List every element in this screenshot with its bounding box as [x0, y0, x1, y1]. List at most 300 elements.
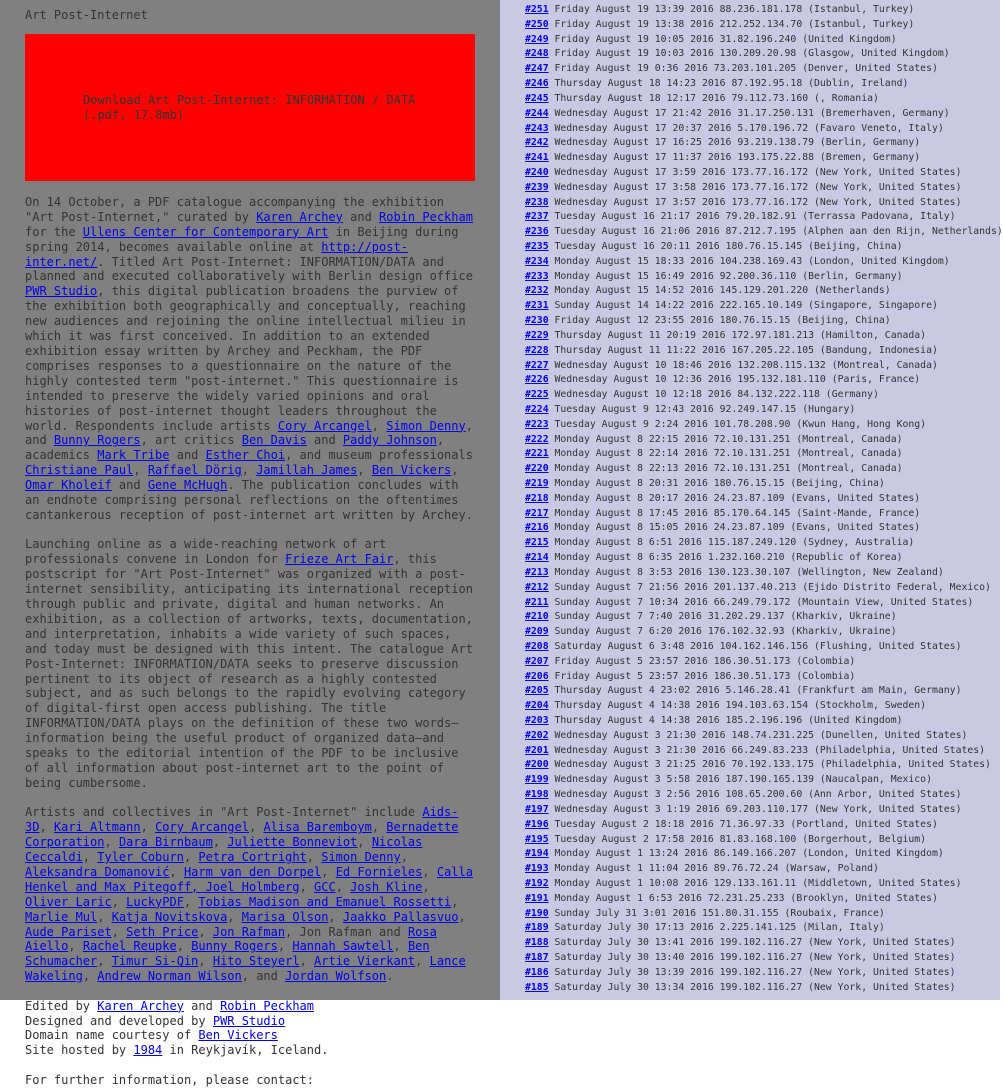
- visit-number-link[interactable]: #212: [525, 581, 549, 593]
- text-link[interactable]: Lance Wakeling: [25, 954, 466, 984]
- text-link[interactable]: Jon Rafman: [212, 924, 286, 939]
- text-run: ,: [198, 954, 213, 969]
- visit-number-link[interactable]: #199: [525, 774, 549, 786]
- text-link[interactable]: http://post-inter.net/: [25, 239, 408, 269]
- visit-entry: [525, 610, 1003, 625]
- text-link[interactable]: Aude Pariset: [25, 924, 112, 939]
- visit-entry: [525, 551, 1003, 566]
- visit-details: Saturday July 30 17:13 2016 2.225.141.125 (Milan, Italy): [548, 922, 885, 934]
- visit-number-link[interactable]: #215: [525, 537, 549, 549]
- text-link[interactable]: 1984: [133, 1043, 163, 1058]
- text-link[interactable]: Josh Kline: [350, 879, 423, 894]
- text-link[interactable]: Tobias Madison and Emanuel Rossetti: [198, 894, 452, 909]
- visit-details: Monday August 15 16:49 2016 92.200.36.110 (Berlin, Germany): [548, 270, 903, 282]
- visit-entry: [525, 936, 1003, 951]
- text-link[interactable]: Simon Denny: [386, 418, 466, 433]
- visit-number-link[interactable]: #217: [525, 507, 549, 519]
- visit-details: Monday August 8 17:45 2016 85.170.64.145 (Saint-Mande, France): [548, 507, 921, 519]
- download-label-size[interactable]: (.pdf, 17.8mb): [83, 107, 185, 122]
- postscript-paragraph: [25, 537, 480, 790]
- visit-number-link[interactable]: #196: [525, 818, 549, 830]
- visit-number-link[interactable]: #220: [525, 463, 549, 475]
- visit-entry: [525, 255, 1003, 270]
- text-link[interactable]: Ben Davis: [241, 433, 307, 448]
- text-link[interactable]: Ben Vickers: [198, 1028, 278, 1043]
- visit-details: Friday August 5 23:57 2016 186.30.51.173 (Colombia): [548, 655, 856, 667]
- visit-number-link[interactable]: #194: [525, 848, 549, 860]
- visit-details: Wednesday August 17 11:37 2016 193.175.22.88 (Bremen, Germany): [548, 152, 921, 164]
- text-run: ,: [176, 939, 192, 954]
- visit-number-link[interactable]: #225: [525, 389, 549, 401]
- visit-entry: [525, 329, 1003, 344]
- visit-number-link[interactable]: #240: [525, 166, 549, 178]
- visit-details: Friday August 12 23:55 2016 180.76.15.15 (Beijing, China): [548, 315, 891, 327]
- visit-entry: [525, 270, 1003, 285]
- text-link[interactable]: Calla Henkel and Max Pitegoff, Joel Holmberg: [25, 864, 473, 894]
- visit-number-link[interactable]: #228: [525, 344, 549, 356]
- visit-details: Monday August 1 6:53 2016 72.231.25.233 (Brooklyn, United States): [548, 892, 938, 904]
- visit-number-link[interactable]: #222: [525, 433, 549, 445]
- text-run: , Jon Rafman and: [285, 924, 408, 939]
- text-run: , and: [241, 969, 286, 984]
- text-link[interactable]: Ed Fornieles: [335, 864, 423, 879]
- text-link[interactable]: Ben Vickers: [371, 463, 452, 478]
- visit-entry: [525, 151, 1003, 166]
- text-link[interactable]: GCC: [314, 879, 336, 894]
- visit-entry: [525, 773, 1003, 788]
- visit-entry: [525, 847, 1003, 862]
- visit-entry: [525, 359, 1003, 374]
- visit-entry: [525, 877, 1003, 892]
- download-button[interactable]: [25, 34, 475, 181]
- text-link[interactable]: Simon Denny: [321, 849, 401, 864]
- text-run: ,: [111, 894, 127, 909]
- text-run: ,: [82, 849, 98, 864]
- text-run: , and: [25, 418, 473, 448]
- visit-details: Sunday August 7 7:40 2016 31.202.29.137 (Kharkiv, Ukraine): [548, 611, 897, 623]
- text-link[interactable]: Ullens Center for Contemporary Art: [82, 224, 329, 239]
- download-label[interactable]: [83, 93, 415, 123]
- text-link[interactable]: Frieze Art Fair: [285, 552, 394, 567]
- text-link[interactable]: Dara Birnbaum: [118, 835, 213, 850]
- text-link[interactable]: Omar Kholeif: [25, 478, 112, 493]
- text-link[interactable]: Katja Novitskova: [111, 909, 228, 924]
- visit-number-link[interactable]: #210: [525, 611, 549, 623]
- visit-details: Wednesday August 17 3:58 2016 173.77.16.172 (New York, United States): [548, 181, 962, 193]
- visit-entry: [525, 240, 1003, 255]
- text-link[interactable]: Rachel Reupke: [82, 939, 177, 954]
- text-run: ,: [357, 463, 372, 478]
- text-link[interactable]: Bunny Rogers: [191, 939, 278, 954]
- visit-number-link[interactable]: #237: [525, 211, 549, 223]
- visit-entry: [525, 373, 1003, 388]
- text-run: and: [111, 478, 148, 493]
- visit-entry: [525, 492, 1003, 507]
- visit-entry: [525, 314, 1003, 329]
- visit-entry: [525, 714, 1003, 729]
- visit-number-link[interactable]: #232: [525, 285, 549, 297]
- visit-details: Wednesday August 17 3:59 2016 173.77.16.172 (New York, United States): [548, 166, 962, 178]
- text-link[interactable]: Robin Peckham: [220, 998, 314, 1013]
- text-link[interactable]: Raffael Dörig: [147, 463, 242, 478]
- visit-entry: [525, 181, 1003, 196]
- visit-number-link[interactable]: #241: [525, 152, 549, 164]
- download-label-title[interactable]: Download Art Post-Internet: INFORMATION / DATA: [83, 92, 416, 107]
- visit-entry: [525, 388, 1003, 403]
- text-link[interactable]: PWR Studio: [212, 1013, 286, 1028]
- text-run: ,: [241, 463, 257, 478]
- text-link[interactable]: Mark Tribe: [97, 448, 170, 463]
- visit-entry: [525, 521, 1003, 536]
- text-run: , this digital publication broadens the purview of the exhibition both geographically and conceptually, reaching new audiences and rejoining the online intellectual milieu in which it was first conceived. In addition to an extended exhibition essay written by Archey and Peckham, the PDF comprises responses to a questionnaire on the nature of the highly contested term "post-internet." This questionnaire is intended to preserve the widely varied opinions and oral histories of post-internet thought leaders throughout the world. Respondents include artists: [25, 284, 466, 433]
- visit-details: Friday August 19 13:39 2016 88.236.181.178 (Istanbul, Turkey): [548, 4, 915, 15]
- visit-number-link[interactable]: #242: [525, 137, 549, 149]
- visit-number-link[interactable]: #238: [525, 196, 549, 208]
- text-run: Site hosted by: [25, 1043, 134, 1058]
- visit-number-link[interactable]: #207: [525, 655, 549, 667]
- text-link[interactable]: Nicolas Ceccaldi: [25, 835, 423, 864]
- visit-entry: [525, 640, 1003, 655]
- visit-entry: [525, 892, 1003, 907]
- visit-details: Thursday August 18 14:23 2016 87.192.95.18 (Dublin, Ireland): [548, 78, 909, 90]
- credit-line: [25, 1043, 480, 1058]
- visit-entry: [525, 92, 1003, 107]
- visit-number-link[interactable]: #202: [525, 729, 549, 741]
- visit-details: Monday August 1 10:08 2016 129.133.161.11 (Middletown, United States): [548, 877, 962, 889]
- visit-details: Sunday August 7 21:56 2016 201.137.40.213 (Ejido Distrito Federal, Mexico): [548, 581, 991, 593]
- text-run: ,: [82, 969, 98, 984]
- visit-details: Tuesday August 9 2:24 2016 101.78.208.90 (Kwun Hang, Hong Kong): [548, 418, 927, 430]
- visit-details: Wednesday August 3 21:25 2016 70.192.133.175 (Philadelphia, United States): [548, 759, 991, 771]
- visit-number-link[interactable]: #223: [525, 418, 549, 430]
- info-content: [25, 8, 480, 1088]
- visit-log: [525, 3, 1003, 995]
- text-link[interactable]: Kari Altmann: [53, 820, 141, 835]
- visit-entry: [525, 210, 1003, 225]
- text-run: ,: [212, 835, 228, 850]
- visit-entry: [525, 699, 1003, 714]
- text-link[interactable]: Esther Choi: [205, 448, 286, 463]
- visit-entry: [525, 403, 1003, 418]
- text-run: Domain name courtesy of: [25, 1028, 199, 1043]
- visit-number-link[interactable]: #230: [525, 315, 549, 327]
- text-link[interactable]: Tyler Coburn: [97, 849, 184, 864]
- visit-details: Tuesday August 2 17:58 2016 81.83.168.100 (Borgerhout, Belgium): [548, 833, 927, 845]
- visit-details: Wednesday August 3 2:56 2016 108.65.200.60 (Ann Arbor, United States): [548, 789, 962, 801]
- credits: [25, 999, 480, 1059]
- text-link[interactable]: Alisa Baremboym: [263, 820, 372, 835]
- text-run: ,: [371, 820, 387, 835]
- text-run: , art critics: [140, 433, 242, 448]
- text-link[interactable]: Hannah Sawtell: [292, 939, 394, 954]
- visit-number-link[interactable]: #195: [525, 833, 549, 845]
- text-link[interactable]: Oliver Laric: [25, 894, 112, 909]
- text-link[interactable]: Marlie Mul: [25, 909, 98, 924]
- text-link[interactable]: Ben Schumacher: [25, 939, 430, 969]
- text-run: ,: [400, 849, 408, 864]
- visit-number-link[interactable]: #203: [525, 715, 549, 726]
- visit-number-link[interactable]: #208: [525, 640, 549, 652]
- text-run: and: [342, 209, 380, 224]
- visit-details: Monday August 8 15:05 2016 24.23.87.109 (Evans, United States): [548, 522, 921, 534]
- text-link[interactable]: Bunny Rogers: [53, 433, 141, 448]
- visit-number-link[interactable]: #231: [525, 300, 549, 312]
- visit-number-link[interactable]: #190: [525, 907, 549, 919]
- visit-details: Thursday August 4 23:02 2016 5.146.28.41 (Frankfurt am Main, Germany): [548, 685, 962, 697]
- visit-details: Monday August 1 13:24 2016 86.149.166.207 (London, United Kingdom): [548, 848, 944, 860]
- text-run: ,: [458, 909, 466, 924]
- visit-number-link[interactable]: #243: [525, 122, 549, 134]
- visit-details: Tuesday August 16 21:17 2016 79.20.182.91 (Terrassa Padovana, Italy): [548, 211, 956, 223]
- text-link[interactable]: Karen Archey: [256, 209, 343, 224]
- visit-number-link[interactable]: #188: [525, 937, 549, 949]
- text-link[interactable]: Aleksandra Domanović: [25, 864, 170, 879]
- visit-details: Wednesday August 3 5:58 2016 187.190.165.139 (Naucalpan, Mexico): [548, 774, 932, 786]
- visit-number-link[interactable]: #233: [525, 270, 549, 282]
- visit-details: Monday August 15 14:52 2016 145.129.201.220 (Netherlands): [548, 285, 891, 297]
- visit-entry: [525, 729, 1003, 744]
- visit-details: Thursday August 4 14:38 2016 185.2.196.196 (United Kingdom): [548, 715, 903, 726]
- visit-number-link[interactable]: #249: [525, 33, 549, 45]
- visit-number-link[interactable]: #236: [525, 226, 549, 238]
- visit-entry: [525, 907, 1003, 922]
- visit-number-link[interactable]: #193: [525, 863, 549, 875]
- text-run: ,: [357, 835, 372, 850]
- visit-details: Wednesday August 10 12:36 2016 195.132.181.110 (Paris, France): [548, 374, 921, 386]
- visit-details: Saturday July 30 13:39 2016 199.102.116.27 (New York, United States): [548, 966, 956, 978]
- text-link[interactable]: Marisa Olson: [241, 909, 329, 924]
- visit-entry: [525, 344, 1003, 359]
- text-run: ,: [299, 879, 314, 894]
- text-run: for the: [25, 224, 83, 239]
- visit-details: Wednesday August 10 18:46 2016 132.208.115.132 (Montreal, Canada): [548, 359, 938, 371]
- visit-entry: [525, 981, 1003, 996]
- visit-number-link[interactable]: #198: [525, 789, 549, 801]
- text-link[interactable]: Andrew Norman Wilson: [97, 969, 242, 984]
- visit-entry: [525, 418, 1003, 433]
- text-run: Artists and collectives in "Art Post-Internet" include: [25, 805, 423, 820]
- visit-number-link[interactable]: #221: [525, 448, 549, 460]
- visit-entry: [525, 122, 1003, 137]
- visit-details: Thursday August 4 14:38 2016 194.103.63.154 (Stockholm, Sweden): [548, 700, 927, 712]
- visit-entry: [525, 447, 1003, 462]
- visit-details: Wednesday August 3 21:30 2016 148.74.231.225 (Dunellen, United States): [548, 729, 968, 741]
- visit-number-link[interactable]: #234: [525, 255, 549, 267]
- visit-details: Friday August 19 13:38 2016 212.252.134.70 (Istanbul, Turkey): [548, 18, 915, 30]
- text-run: ,: [198, 924, 213, 939]
- visit-entry: [525, 951, 1003, 966]
- text-run: ,: [183, 849, 199, 864]
- visit-entry: [525, 433, 1003, 448]
- visit-details: Wednesday August 3 1:19 2016 69.203.110.177 (New York, United States): [548, 803, 962, 815]
- contact-line: For further information, please contact:: [25, 1072, 314, 1087]
- visit-entry: [525, 803, 1003, 818]
- text-link[interactable]: PWR Studio: [25, 284, 98, 299]
- visit-details: Friday August 19 10:05 2016 31.82.196.240 (United Kingdom): [548, 33, 897, 45]
- visit-number-link[interactable]: #227: [525, 359, 549, 371]
- visit-details: Monday August 8 6:51 2016 115.187.249.120 (Sydney, Australia): [548, 537, 915, 549]
- text-run: ,: [371, 418, 387, 433]
- text-run: , academics: [25, 433, 445, 463]
- text-run: . Titled Art Post-Internet: INFORMATION/DATA and planned and executed collaboratively with Berlin design office: [25, 254, 473, 284]
- text-run: and: [183, 998, 221, 1013]
- visit-number-link[interactable]: #239: [525, 181, 549, 193]
- text-link[interactable]: Robin Peckham: [379, 209, 473, 224]
- text-link[interactable]: Jamillah James: [256, 463, 358, 478]
- visit-details: Thursday August 11 11:22 2016 167.205.22.105 (Bandung, Indonesia): [548, 344, 938, 356]
- text-link[interactable]: Karen Archey: [97, 998, 184, 1013]
- visit-details: Saturday July 30 13:41 2016 199.102.116.27 (New York, United States): [548, 937, 956, 949]
- visit-entry: [525, 47, 1003, 62]
- visit-number-link[interactable]: #201: [525, 744, 549, 756]
- visit-number-link[interactable]: #206: [525, 670, 549, 682]
- text-run: ,: [111, 924, 127, 939]
- text-run: ,: [277, 939, 293, 954]
- visit-number-link[interactable]: #186: [525, 966, 549, 978]
- visit-entry: [525, 655, 1003, 670]
- text-link[interactable]: Gene McHugh: [147, 478, 228, 493]
- visit-number-link[interactable]: #204: [525, 700, 549, 712]
- visit-number-link[interactable]: #189: [525, 922, 549, 934]
- text-run: Designed and developed by: [25, 1013, 213, 1028]
- visit-entry: [525, 818, 1003, 833]
- visit-number-link[interactable]: #229: [525, 329, 549, 341]
- visit-number-link[interactable]: #245: [525, 92, 549, 104]
- visit-entry: [525, 62, 1003, 77]
- visit-details: Sunday August 7 6:20 2016 176.102.32.93 (Kharkiv, Ukraine): [548, 626, 897, 638]
- visit-number-link[interactable]: #246: [525, 78, 549, 90]
- visit-details: Tuesday August 9 12:43 2016 92.249.147.15 (Hungary): [548, 403, 856, 415]
- visit-number-link[interactable]: #248: [525, 48, 549, 60]
- visit-entry: [525, 670, 1003, 685]
- visit-entry: [525, 477, 1003, 492]
- text-run: Launching online as a wide-reaching network of art professionals convene in London for: [25, 537, 387, 567]
- visit-details: Wednesday August 17 3:57 2016 173.77.16.172 (New York, United States): [548, 196, 962, 208]
- visit-entry: [525, 18, 1003, 33]
- text-run: ,: [39, 820, 54, 835]
- text-run: , and museum professionals: [285, 448, 473, 463]
- visit-number-link[interactable]: #191: [525, 892, 549, 904]
- visit-details: Wednesday August 17 20:37 2016 5.170.196.72 (Favaro Veneto, Italy): [548, 122, 944, 134]
- text-link[interactable]: Aids-3D: [25, 805, 459, 835]
- text-link[interactable]: Hito Steyerl: [212, 954, 300, 969]
- text-run: ,: [335, 879, 351, 894]
- text-run: . The publication concludes with an endnote comprising personal reflections on the oftentimes cantankerous reception of post-internet art written by Archey.: [25, 478, 473, 522]
- visit-number-link[interactable]: #211: [525, 596, 549, 608]
- visit-details: Friday August 19 10:03 2016 130.209.20.98 (Glasgow, United Kingdom): [548, 48, 950, 60]
- text-run: ,: [306, 849, 322, 864]
- text-run: ,: [299, 954, 315, 969]
- visit-entry: [525, 536, 1003, 551]
- visit-entry: [525, 581, 1003, 596]
- visit-number-link[interactable]: #235: [525, 241, 549, 252]
- visit-details: Monday August 8 6:35 2016 1.232.160.210 (Republic of Korea): [548, 552, 903, 564]
- visit-number-link[interactable]: #251: [525, 4, 549, 15]
- visit-details: Monday August 1 11:04 2016 89.76.72.24 (Warsaw, Poland): [548, 863, 879, 875]
- visit-number-link[interactable]: #224: [525, 403, 549, 415]
- text-link[interactable]: Paddy Johnson: [342, 433, 437, 448]
- text-run: , this postscript for "Art Post-Internet" was organized with a post-internet sensibility, anticipating its international reception through public and private, digital and human networks. An exhibition, as a collection of artworks, texts, documentation, and interpretation, inhabits a wide variety of such spaces, and today must be designed with this intent. The catalogue Art Post-Internet: INFORMATION/DATA seeks to preserve discussion pertinent to its object of research as a highly contested subject, and as such belongs to the rapidly evolving category of digital-first open access publishing. The title INFORMATION/DATA plays on the definition of these two words—information being the useful product of organized data—and speaks to the editorial intention of the PDF to be inclusive of all information about post-internet art to the point of being cumbersome.: [25, 552, 473, 790]
- text-link[interactable]: Cory Arcangel: [277, 418, 372, 433]
- text-link[interactable]: Jordan Wolfson: [285, 969, 387, 984]
- info-panel: [0, 0, 500, 1087]
- visit-entry: [525, 507, 1003, 522]
- visit-entry: [525, 625, 1003, 640]
- visit-entry: [525, 136, 1003, 151]
- visit-details: Wednesday August 17 16:25 2016 93.219.138.79 (Berlin, Germany): [548, 137, 921, 149]
- visit-details: Wednesday August 3 21:30 2016 66.249.83.233 (Philadelphia, United States): [548, 744, 986, 756]
- visit-number-link[interactable]: #250: [525, 18, 549, 30]
- text-link[interactable]: Juliette Bonneviot: [227, 835, 358, 850]
- text-run: ,: [451, 463, 459, 478]
- visit-number-link[interactable]: #247: [525, 63, 549, 75]
- text-link[interactable]: Timur Si-Qin: [111, 954, 199, 969]
- artists-paragraph: [25, 805, 480, 984]
- visit-number-link[interactable]: #200: [525, 759, 549, 771]
- visit-details: Thursday August 11 20:19 2016 172.97.181.213 (Hamilton, Canada): [548, 329, 927, 341]
- visit-number-link[interactable]: #185: [525, 981, 549, 993]
- text-run: ,: [140, 820, 156, 835]
- text-link[interactable]: Artie Vierkant: [314, 954, 416, 969]
- visit-entry: [525, 684, 1003, 699]
- visit-number-link[interactable]: #192: [525, 877, 549, 889]
- text-run: ,: [104, 835, 119, 850]
- visit-entry: [525, 566, 1003, 581]
- text-link[interactable]: Petra Cortright: [198, 849, 307, 864]
- visit-entry: [525, 225, 1003, 240]
- visit-number-link[interactable]: #226: [525, 374, 549, 386]
- visit-details: Sunday August 7 10:34 2016 66.249.79.172 (Mountain View, United States): [548, 596, 974, 608]
- visit-number-link[interactable]: #219: [525, 478, 549, 489]
- text-link[interactable]: Bernadette Corporation: [25, 820, 459, 850]
- visit-number-link[interactable]: #197: [525, 803, 549, 815]
- visit-entry: [525, 921, 1003, 936]
- visit-number-link[interactable]: #209: [525, 626, 549, 638]
- text-run: On 14 October, a PDF catalogue accompanying the exhibition "Art Post-Internet," curated by: [25, 194, 445, 224]
- visit-number-link[interactable]: #214: [525, 552, 549, 564]
- visit-entry: [525, 596, 1003, 611]
- visit-details: Wednesday August 10 12:18 2016 84.132.222.118 (Germany): [548, 389, 879, 401]
- visit-number-link[interactable]: #187: [525, 952, 549, 963]
- visit-entry: [525, 462, 1003, 477]
- visit-number-link[interactable]: #216: [525, 522, 549, 534]
- text-link[interactable]: Jaakko Pallasvuo: [342, 909, 459, 924]
- visit-details: Monday August 8 22:13 2016 72.10.131.251 (Montreal, Canada): [548, 463, 903, 475]
- visit-number-link[interactable]: #205: [525, 685, 549, 697]
- credit-line: [25, 999, 480, 1014]
- visit-details: Tuesday August 16 21:06 2016 87.212.7.195 (Alphen aan den Rijn, Netherlands): [548, 226, 1003, 238]
- text-run: ,: [328, 909, 343, 924]
- text-link[interactable]: Harm van den Dorpel: [183, 864, 322, 879]
- visit-number-link[interactable]: #244: [525, 107, 549, 119]
- visit-details: Tuesday August 2 18:18 2016 71.36.97.33 (Portland, United States): [548, 818, 938, 830]
- visit-details: Sunday August 14 14:22 2016 222.165.10.149 (Singapore, Singapore): [548, 300, 938, 312]
- text-link[interactable]: Rosa Aiello: [25, 924, 437, 954]
- visit-details: Saturday August 6 3:48 2016 104.162.146.156 (Flushing, United States): [548, 640, 962, 652]
- visit-number-link[interactable]: #218: [525, 492, 549, 504]
- text-link[interactable]: Seth Price: [126, 924, 199, 939]
- visit-details: Saturday July 30 13:34 2016 199.102.116.27 (New York, United States): [548, 981, 956, 993]
- credit-line: [25, 1028, 480, 1043]
- visit-details: Thursday August 18 12:17 2016 79.112.73.160 (, Romania): [548, 92, 879, 104]
- text-link[interactable]: Cory Arcangel: [155, 820, 249, 835]
- visit-entry: [525, 966, 1003, 981]
- visit-number-link[interactable]: #213: [525, 566, 549, 578]
- text-run: ,: [415, 954, 430, 969]
- text-run: ,: [97, 954, 112, 969]
- text-link[interactable]: LuckyPDF: [126, 894, 184, 909]
- text-link[interactable]: Christiane Paul: [25, 463, 134, 478]
